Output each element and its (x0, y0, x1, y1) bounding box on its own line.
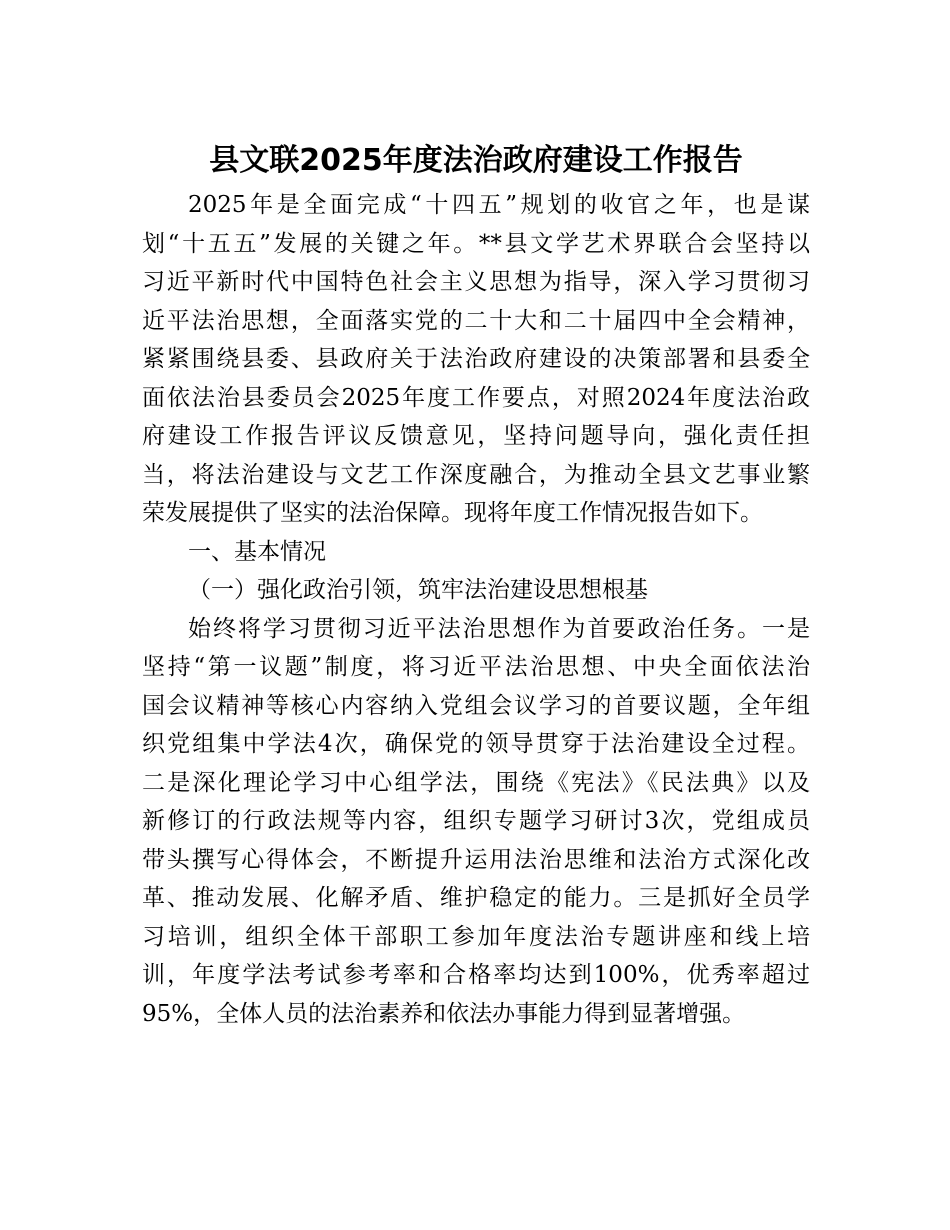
paragraph-line: 始终将学习贯彻习近平法治思想作为首要政治任务。一是 (188, 615, 810, 642)
paragraph-line: 面依法治县委员会2025年度工作要点，对照2024年度法治政 (142, 384, 810, 411)
paragraph-line: 国会议精神等核心内容纳入党组会议学习的首要议题，全年组 (142, 692, 810, 719)
paragraph-line: 府建设工作报告评议反馈意见，坚持问题导向，强化责任担 (142, 423, 810, 449)
section-heading: 一、基本情况 (188, 538, 326, 565)
document-page (142, 136, 810, 1033)
paragraph-line: 革、推动发展、化解矛盾、维护稳定的能力。三是抓好全员学 (142, 885, 810, 911)
paragraph-line: 紧紧围绕县委、县政府关于法治政府建设的决策部署和县委全 (142, 346, 810, 372)
paragraph-line: 二是深化理论学习中心组学法，围绕《宪法》《民法典》以及 (142, 769, 810, 796)
paragraph-line: 当，将法治建设与文艺工作深度融合，为推动全县文艺事业繁 (142, 461, 810, 488)
paragraph-line: 近平法治思想，全面落实党的二十大和二十届四中全会精神， (142, 307, 810, 334)
paragraph-line: 95%，全体人员的法治素养和依法办事能力得到显著增强。 (142, 1000, 746, 1027)
paragraph-line: 荣发展提供了坚实的法治保障。现将年度工作情况报告如下。 (142, 500, 763, 526)
paragraph-line: 新修订的行政法规等内容，组织专题学习研讨3次，党组成员 (142, 808, 810, 834)
paragraph-line: 划“十五五”发展的关键之年。**县文学艺术界联合会坚持以 (142, 230, 810, 257)
paragraph-line: 坚持“第一议题”制度，将习近平法治思想、中央全面依法治 (142, 654, 810, 680)
paragraph-line: 训，年度学法考试参考率和合格率均达到100%，优秀率超过 (142, 962, 810, 988)
paragraph-line: 习近平新时代中国特色社会主义思想为指导，深入学习贯彻习 (142, 269, 810, 295)
subsection-heading: （一）强化政治引领，筑牢法治建设思想根基 (188, 577, 648, 603)
paragraph-line: 2025年是全面完成“十四五”规划的收官之年，也是谋 (188, 192, 810, 218)
document-title: 县文联2025年度法治政府建设工作报告 (209, 143, 743, 178)
paragraph-line: 带头撰写心得体会，不断提升运用法治思维和法治方式深化改 (142, 846, 810, 873)
paragraph-line: 习培训，组织全体干部职工参加年度法治专题讲座和线上培 (142, 923, 810, 950)
paragraph-line: 织党组集中学法4次，确保党的领导贯穿于法治建设全过程。 (142, 731, 810, 757)
